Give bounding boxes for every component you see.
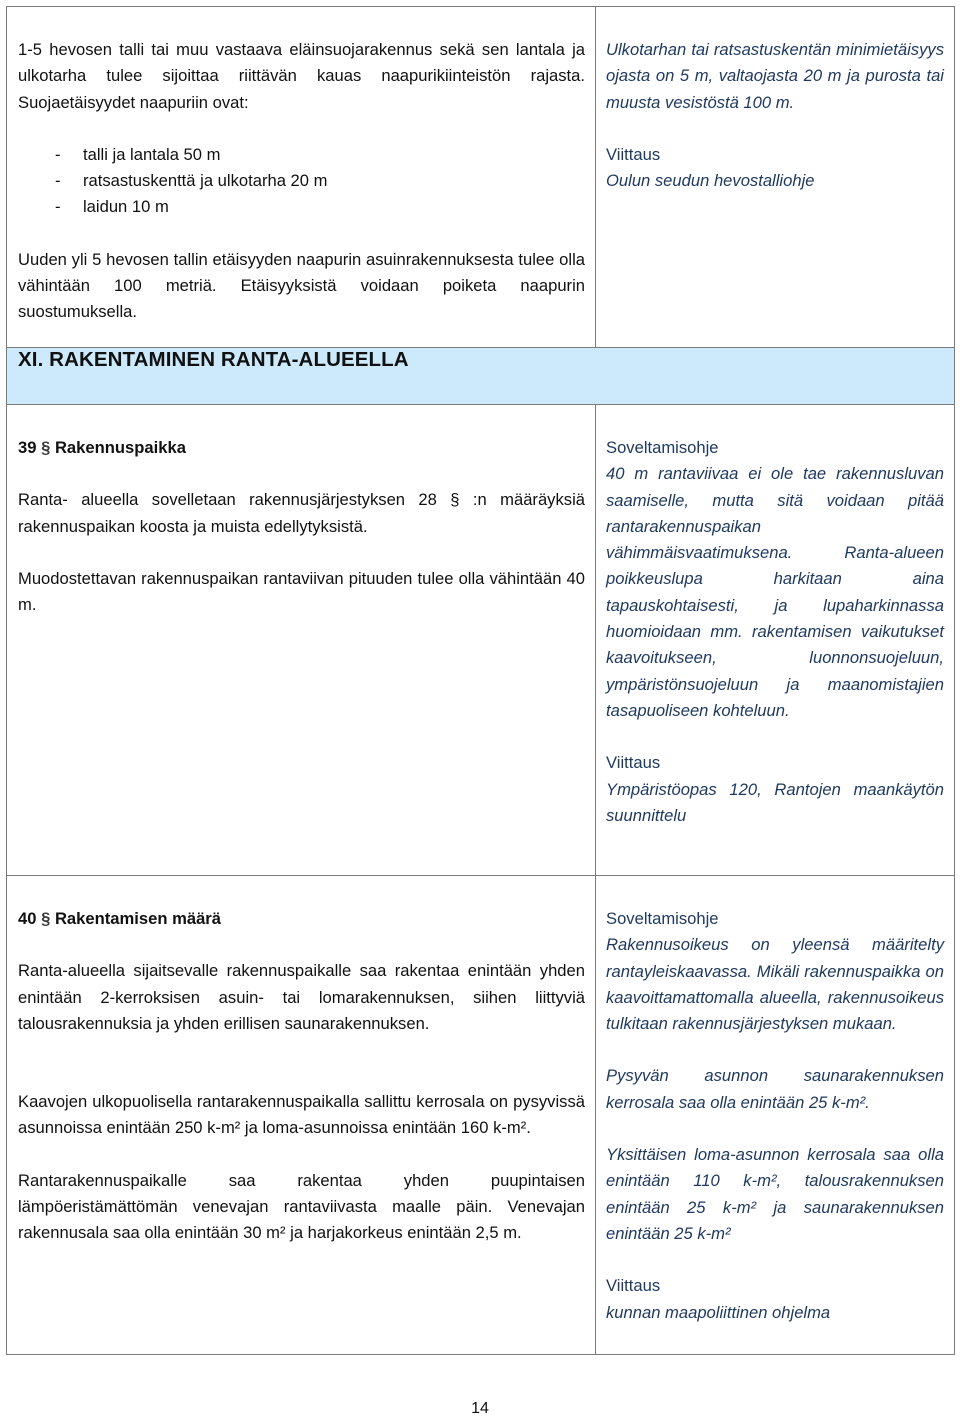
paragraph: Ranta-alueella sijaitsevalle rakennuspaikalle saa rakentaa enintään yhden enintään 2-kerroksisen asuin- tai lomarakennuksen, siihen liittyviä talousrakennuksia ja yhden erillisen saunarakennuksen. [18, 961, 585, 1033]
table-row [7, 876, 955, 1355]
list-item: - laidun 10 m [18, 194, 585, 220]
section-heading-row [7, 348, 955, 405]
section-title [18, 906, 585, 932]
regulation-table [6, 6, 955, 1355]
guidance-label: Soveltamisohje [606, 438, 719, 457]
reference-text: Ympäristöopas 120, Rantojen maankäytön suunnittelu [606, 779, 944, 825]
paragraph: 1-5 hevosen talli tai muu vastaava eläinsuojarakennus sekä sen lantala ja ulkotarha tulee sijoittaa riittävän kauas naapurikiinteistön rajasta. Suojaetäisyydet naapuriin ovat: [18, 40, 585, 112]
reference-label: Viittaus [606, 1276, 661, 1296]
section-title-text: Rakentamisen määrä [54, 909, 221, 928]
paragraph: Uuden yli 5 hevosen tallin etäisyyden naapurin asuinrakennuksesta tulee olla vähintään 100 metriä. Etäisyyksistä voidaan poiketa naapurin suostumuksella. [18, 249, 585, 322]
list-item: - ratsastuskenttä ja ulkotarha 20 m [18, 168, 585, 194]
reference-text: kunnan maapoliittinen ohjelma [606, 1302, 831, 1322]
regulation-cell [7, 405, 596, 876]
section-sign: § [41, 909, 51, 928]
section-sign: § [41, 438, 51, 457]
paragraph: Ranta- alueella sovelletaan rakennusjärjestyksen 28 § :n määräyksiä rakennuspaikan koosta ja muista edellytyksistä. [18, 490, 585, 536]
regulation-cell [7, 7, 596, 348]
guidance-text: Yksittäisen loma-asunnon kerrosala saa olla enintään 110 k-m², talousrakennuksen enintään 25 k-m² ja saunarakennuksen enintään 25 k-m² [606, 1145, 944, 1243]
paragraph: Muodostettavan rakennuspaikan rantaviivan pituuden tulee olla vähintään 40 m. [18, 568, 585, 615]
section-number: 39 [18, 438, 37, 457]
section-number: 40 [18, 909, 37, 928]
section-heading-cell [7, 348, 955, 405]
table-row [7, 405, 955, 876]
reference-label: Viittaus [606, 753, 661, 773]
reference-text: Oulun seudun hevostalliohje [606, 171, 815, 191]
paragraph: Rantarakennuspaikalle saa rakentaa yhden puupintaisen lämpöeristämättömän venevajan rantaviivasta maalle päin. Venevajan rakennusala saa olla enintään 30 m² ja harjakorkeus enintään 2,5 m. [18, 1170, 585, 1243]
section-heading: XI. RAKENTAMINEN RANTA-ALUEELLA [18, 348, 409, 371]
guidance-cell [596, 405, 955, 876]
paragraph: Kaavojen ulkopuolisella rantarakennuspaikalla sallittu kerrosala on pysyvissä asunnoissa enintään 250 k-m² ja loma-asunnoissa enintään 160 k-m². [18, 1092, 585, 1138]
page-number: 14 [471, 1400, 489, 1417]
list-item: - talli ja lantala 50 m [18, 142, 585, 168]
reference-label: Viittaus [606, 144, 661, 164]
section-title-text: Rakennuspaikka [54, 438, 186, 457]
regulation-cell [7, 876, 596, 1355]
guidance-text: Rakennusoikeus on yleensä määritelty rantayleiskaavassa. Mikäli rakennuspaikka on kaavoittamattomalla alueella, rakennusoikeus tulkitaan rakennusjärjestyksen mukaan. [606, 935, 944, 1034]
guidance-label: Soveltamisohje [606, 909, 719, 928]
distance-list [18, 142, 585, 221]
guidance-cell [596, 876, 955, 1355]
table-row [7, 7, 955, 348]
guidance-text: 40 m rantaviivaa ei ole tae rakennusluvan saamiselle, mutta sitä voidaan pitää rantarakennuspaikan vähimmäisvaatimuksena. Ranta-alueen poikkeuslupa harkitaan aina tapauskohtaisesti, ja lupaharkinnassa huomioidaan mm. rakentamisen vaikutukset kaavoitukseen, luonnonsuojeluun, ympäristönsuojeluun ja maanomistajien tasapuoliseen kohteluun. [606, 464, 944, 720]
guidance-text: Pysyvän asunnon saunarakennuksen kerrosala saa olla enintään 25 k-m². [606, 1066, 944, 1112]
guidance-text: Ulkotarhan tai ratsastuskentän minimietäisyys ojasta on 5 m, valtaojasta 20 m ja purosta tai muusta vesistöstä 100 m. [606, 40, 944, 112]
section-title [18, 435, 585, 461]
guidance-cell [596, 7, 955, 348]
